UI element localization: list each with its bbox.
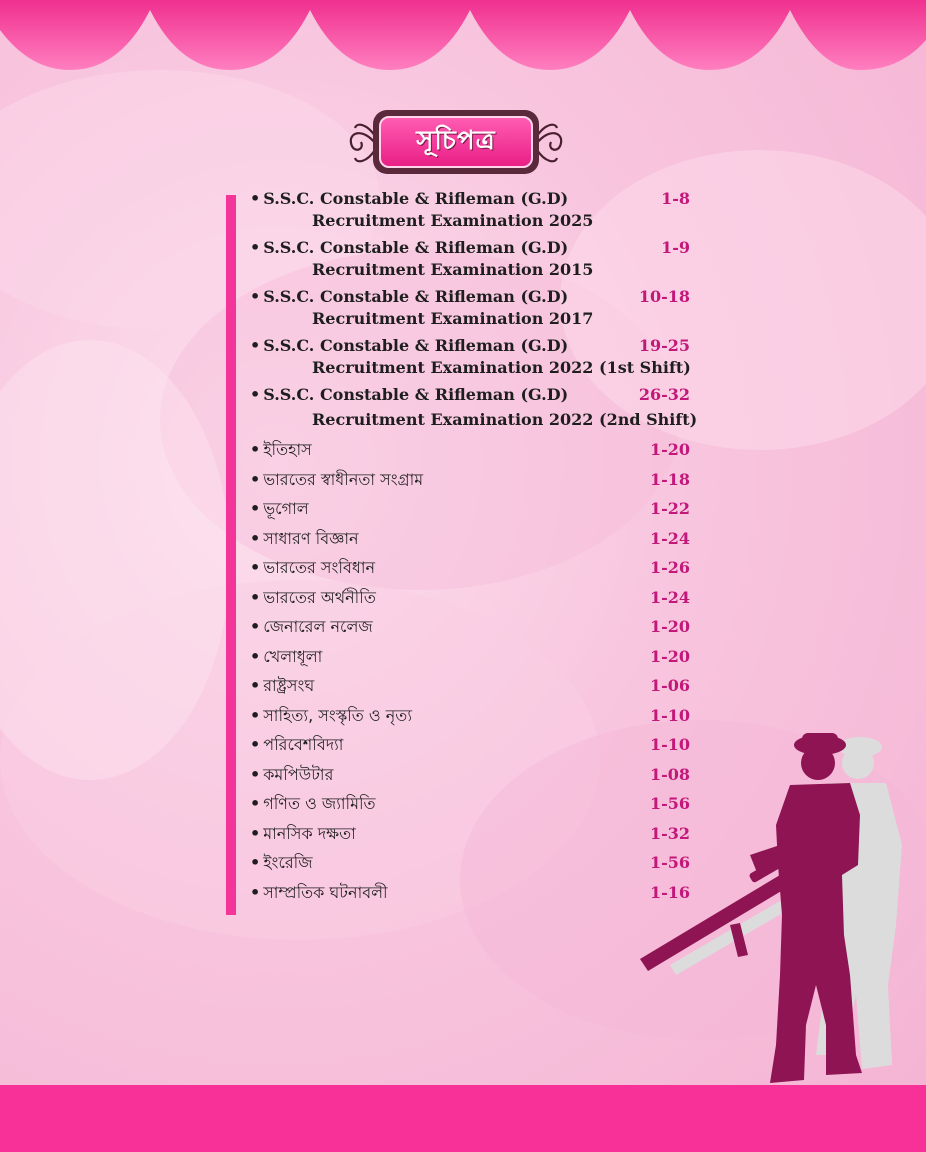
subject-label: গণিত ও জ্যামিতি bbox=[263, 794, 376, 813]
bullet-icon: • bbox=[250, 528, 261, 548]
subject-label: ভারতের সংবিধান bbox=[263, 558, 376, 577]
page-range: 1-24 bbox=[649, 587, 690, 607]
page-range: 1-20 bbox=[649, 440, 690, 459]
bullet-icon: • bbox=[250, 238, 261, 257]
subject-label: সাধারণ বিজ্ঞান bbox=[263, 528, 359, 548]
page-range: 1-22 bbox=[649, 499, 690, 518]
page-range: 1-08 bbox=[649, 764, 690, 784]
bullet-icon: • bbox=[250, 794, 261, 813]
bullet-icon: • bbox=[250, 385, 261, 404]
toc-entry-sports[interactable] bbox=[250, 646, 690, 676]
page-range: 26-32 bbox=[638, 385, 690, 404]
bullet-icon: • bbox=[250, 499, 261, 518]
bullet-icon: • bbox=[250, 853, 261, 872]
page-range: 1-20 bbox=[649, 617, 690, 636]
bullet-icon: • bbox=[250, 705, 261, 725]
entry-title: • S.S.C. Constable & Rifleman (G.D) bbox=[250, 336, 569, 355]
subject-label: পরিবেশবিদ্যা bbox=[263, 735, 344, 754]
accent-bar bbox=[226, 195, 236, 915]
entry-subtitle: Recruitment Examination 2022 (2nd Shift) bbox=[312, 410, 698, 429]
subject-label: সাহিত্য, সংস্কৃতি ও নৃত্য bbox=[263, 705, 412, 725]
toc-entry-general-knowledge[interactable] bbox=[250, 616, 690, 646]
title-panel bbox=[379, 116, 533, 168]
subject-label: খেলাধূলা bbox=[263, 646, 323, 666]
bullet-icon: • bbox=[250, 646, 261, 666]
page-range: 1-24 bbox=[649, 528, 690, 548]
toc-entry-exam-2022-shift2[interactable] bbox=[250, 384, 698, 431]
page-range: 1-10 bbox=[649, 705, 690, 725]
bullet-icon: • bbox=[250, 587, 261, 607]
toc-entry-literature-culture[interactable] bbox=[250, 705, 690, 735]
bullet-icon: • bbox=[250, 882, 261, 902]
subject-label: কমপিউটার bbox=[263, 764, 334, 784]
subject-label: জেনারেল নলেজ bbox=[263, 617, 373, 636]
toc-entry-english[interactable] bbox=[250, 852, 690, 882]
bullet-icon: • bbox=[250, 617, 261, 636]
page-title: সূচিপত্র bbox=[416, 126, 496, 156]
bullet-icon: • bbox=[250, 440, 261, 459]
title-badge bbox=[345, 106, 567, 180]
toc-entry-freedom-struggle[interactable] bbox=[250, 469, 690, 499]
subject-label: ইতিহাস bbox=[263, 440, 312, 459]
toc-entry-general-science[interactable] bbox=[250, 528, 690, 558]
entry-subtitle: Recruitment Examination 2015 bbox=[312, 260, 594, 279]
toc-entry-current-affairs[interactable] bbox=[250, 882, 690, 912]
page-range: 1-56 bbox=[649, 794, 690, 813]
toc-entry-environment[interactable] bbox=[250, 734, 690, 764]
entry-subtitle: Recruitment Examination 2017 bbox=[312, 309, 594, 328]
bullet-icon: • bbox=[250, 469, 261, 489]
entry-title: • S.S.C. Constable & Rifleman (G.D) bbox=[250, 189, 569, 208]
title-frame bbox=[373, 110, 539, 174]
bullet-icon: • bbox=[250, 764, 261, 784]
table-of-contents bbox=[250, 188, 698, 911]
bullet-icon: • bbox=[250, 558, 261, 577]
page-range: 19-25 bbox=[638, 336, 690, 355]
page-range: 1-06 bbox=[649, 676, 690, 695]
page-range: 10-18 bbox=[638, 287, 690, 306]
entry-title: • S.S.C. Constable & Rifleman (G.D) bbox=[250, 238, 569, 257]
scalloped-header bbox=[0, 0, 926, 75]
soldier-silhouette bbox=[630, 725, 926, 1090]
page-range: 1-32 bbox=[649, 823, 690, 843]
toc-entry-exam-2022-shift1[interactable] bbox=[250, 335, 690, 379]
subject-label: ভারতের অর্থনীতি bbox=[263, 587, 376, 607]
entry-title: • S.S.C. Constable & Rifleman (G.D) bbox=[250, 385, 569, 404]
toc-entry-mathematics[interactable] bbox=[250, 793, 690, 823]
page-range: 1-20 bbox=[649, 646, 690, 666]
page-range: 1-16 bbox=[649, 882, 690, 902]
toc-entry-united-nations[interactable] bbox=[250, 675, 690, 705]
bullet-icon: • bbox=[250, 676, 261, 695]
toc-entry-exam-2017[interactable] bbox=[250, 286, 690, 330]
soldier-figure bbox=[640, 733, 862, 1083]
entry-title: • S.S.C. Constable & Rifleman (G.D) bbox=[250, 287, 569, 306]
toc-entry-geography[interactable] bbox=[250, 498, 690, 528]
page-range: 1-56 bbox=[649, 853, 690, 872]
bullet-icon: • bbox=[250, 189, 261, 208]
toc-entry-computer[interactable] bbox=[250, 764, 690, 794]
bullet-icon: • bbox=[250, 823, 261, 843]
subject-label: ইংরেজি bbox=[263, 853, 313, 872]
toc-entry-mental-ability[interactable] bbox=[250, 823, 690, 853]
bullet-icon: • bbox=[250, 336, 261, 355]
page-range: 1-10 bbox=[649, 735, 690, 754]
subject-label: মানসিক দক্ষতা bbox=[263, 823, 356, 843]
footer-band bbox=[0, 1085, 926, 1152]
toc-entry-history[interactable] bbox=[250, 439, 690, 469]
toc-entry-exam-2025[interactable] bbox=[250, 188, 690, 232]
toc-entry-economy[interactable] bbox=[250, 587, 690, 617]
entry-subtitle: Recruitment Examination 2025 bbox=[312, 211, 594, 230]
subject-label: সাম্প্রতিক ঘটনাবলী bbox=[263, 882, 388, 902]
subject-label: রাষ্ট্রসংঘ bbox=[263, 676, 315, 695]
subject-label: ভারতের স্বাধীনতা সংগ্রাম bbox=[263, 469, 424, 489]
page-range: 1-9 bbox=[661, 238, 690, 257]
toc-entry-constitution[interactable] bbox=[250, 557, 690, 587]
bullet-icon: • bbox=[250, 735, 261, 754]
page-range: 1-18 bbox=[649, 469, 690, 489]
entry-subtitle: Recruitment Examination 2022 (1st Shift) bbox=[312, 358, 691, 377]
subject-label: ভূগোল bbox=[263, 499, 309, 518]
toc-entry-exam-2015[interactable] bbox=[250, 237, 690, 281]
page-range: 1-26 bbox=[649, 558, 690, 577]
bullet-icon: • bbox=[250, 287, 261, 306]
page-range: 1-8 bbox=[661, 189, 690, 208]
